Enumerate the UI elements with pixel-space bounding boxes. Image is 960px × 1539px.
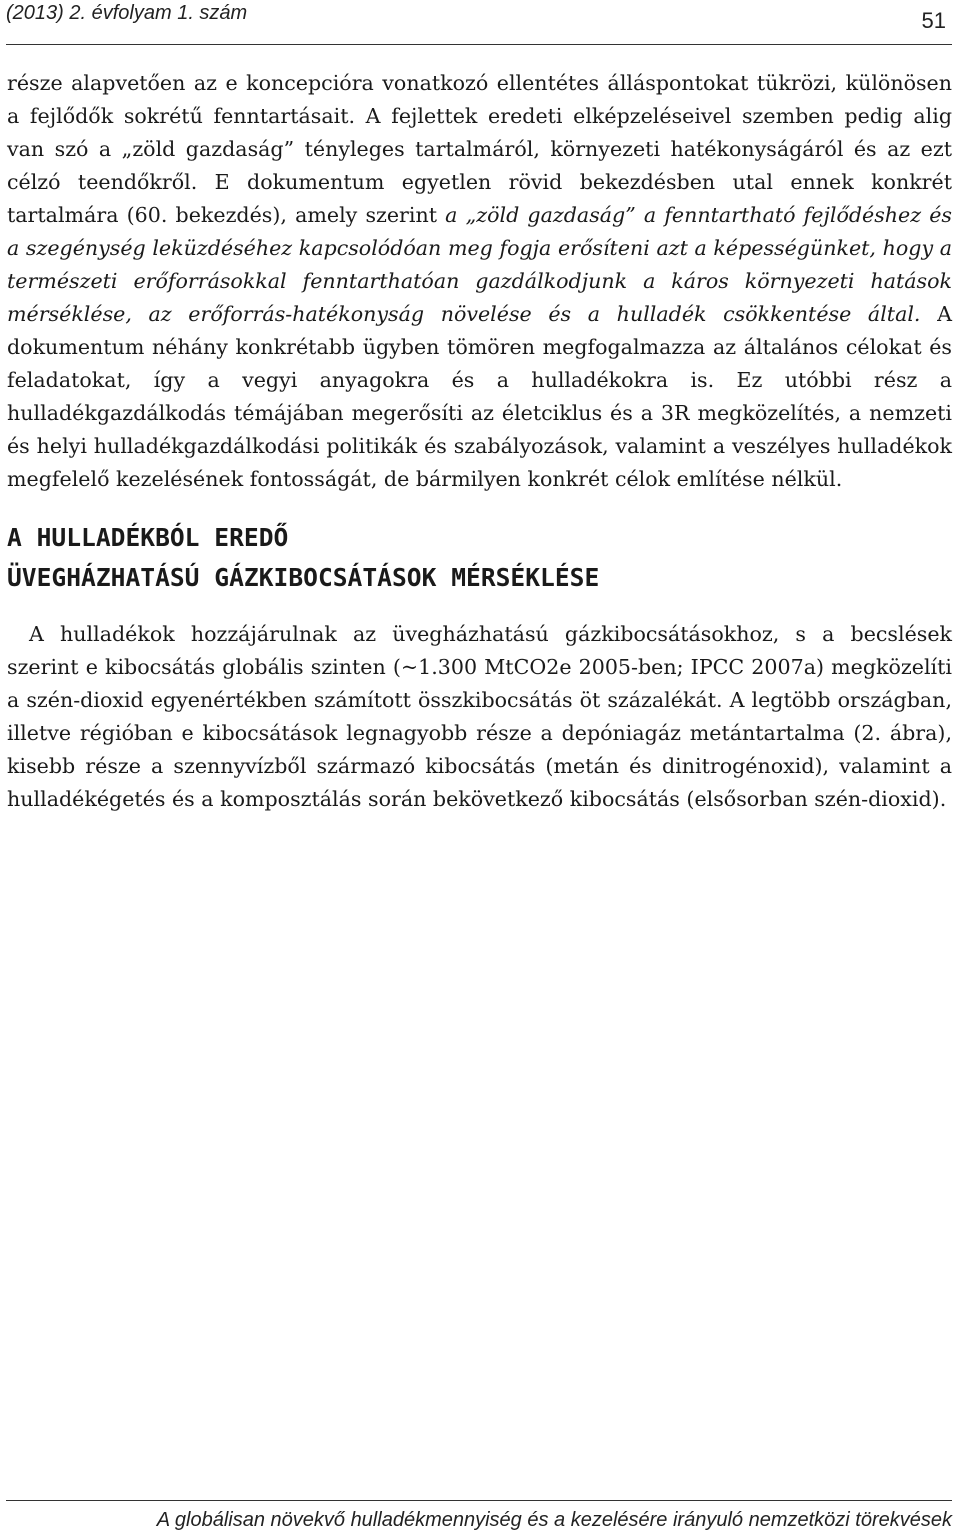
page-number: 51 xyxy=(921,8,946,33)
page-body xyxy=(7,67,952,816)
page-footer xyxy=(6,1500,952,1532)
paragraph-1-text-b: A dokumentum néhány konkrétabb ügyben tömören megfogalmazza az általános célokat és feladatokat, így a vegyi anyagokra és a hulladékokra is. Ez utóbbi rész a hulladékgazdálkodás témájában megerősíti az életciklus és a 3R megközelítés, a nemzeti és helyi hulladékgazdálkodási politikák és szabályozások, valamint a veszélyes hulladékok megfelelő kezelésének fontosságát, de bármilyen konkrét célok említése nélkül. xyxy=(7,302,953,491)
section-heading xyxy=(7,518,952,598)
paragraph-1-quote: a „zöld gazdaság” a fenntartható fejlődéshez és a szegénység leküzdéséhez kapcsolódóan meg fogja erősíteni azt a képességünket, hogy a természeti erőforrásokkal fenntarthatóan gazdálkodjunk a káros környezeti hatások mérséklése, az erőforrás-hatékonyság növelése és a hulladék csökkentése által. xyxy=(7,203,952,326)
body-paragraph-2: A hulladékok hozzájárulnak az üvegházhatású gázkibocsátásokhoz, s a becslések szerint e kibocsátás globális szinten (~1.300 MtCO2e 2005-ben; IPCC 2007a) megközelíti a szén-dioxid egyenértékben számított összkibocsátás öt százalékát. A legtöbb országban, illetve régióban e kibocsátások legnagyobb része a depóniagáz metántartalma (2. ábra), kisebb része a szennyvízből származó kibocsátás (metán és dinitrogénoxid), valamint a hulladékégetés és a komposztálás során bekövetkező kibocsátás (elsősorban szén-dioxid). xyxy=(7,622,952,811)
paragraph-1-text-a: része alapvetően az e koncepcióra vonatkozó ellentétes álláspontokat tükrözi, különösen a fejlődők sokrétű fenntartásait. A fejlettek eredeti elképzeléseivel szemben pedig alig van szó a „zöld gazdaság” tényleges tartalmáról, környezeti hatékonyságáról és az ezt célzó teendőkről. E dokumentum egyetlen rövid bekezdésben utal ennek konkrét tartalmára (60. bekezdés), amely szerint xyxy=(7,71,952,227)
section-heading-line-1: A HULLADÉKBÓL EREDŐ xyxy=(7,523,289,552)
section-heading-line-2: ÜVEGHÁZHATÁSÚ GÁZKIBOCSÁTÁSOK MÉRSÉKLÉSE xyxy=(7,563,600,592)
body-paragraph-1 xyxy=(7,67,952,496)
journal-issue: (2013) 2. évfolyam 1. szám xyxy=(6,2,248,24)
page-header xyxy=(6,0,952,45)
running-title: A globálisan növekvő hulladékmennyiség és a kezelésére irányuló nemzetközi törekvések xyxy=(156,1509,952,1531)
